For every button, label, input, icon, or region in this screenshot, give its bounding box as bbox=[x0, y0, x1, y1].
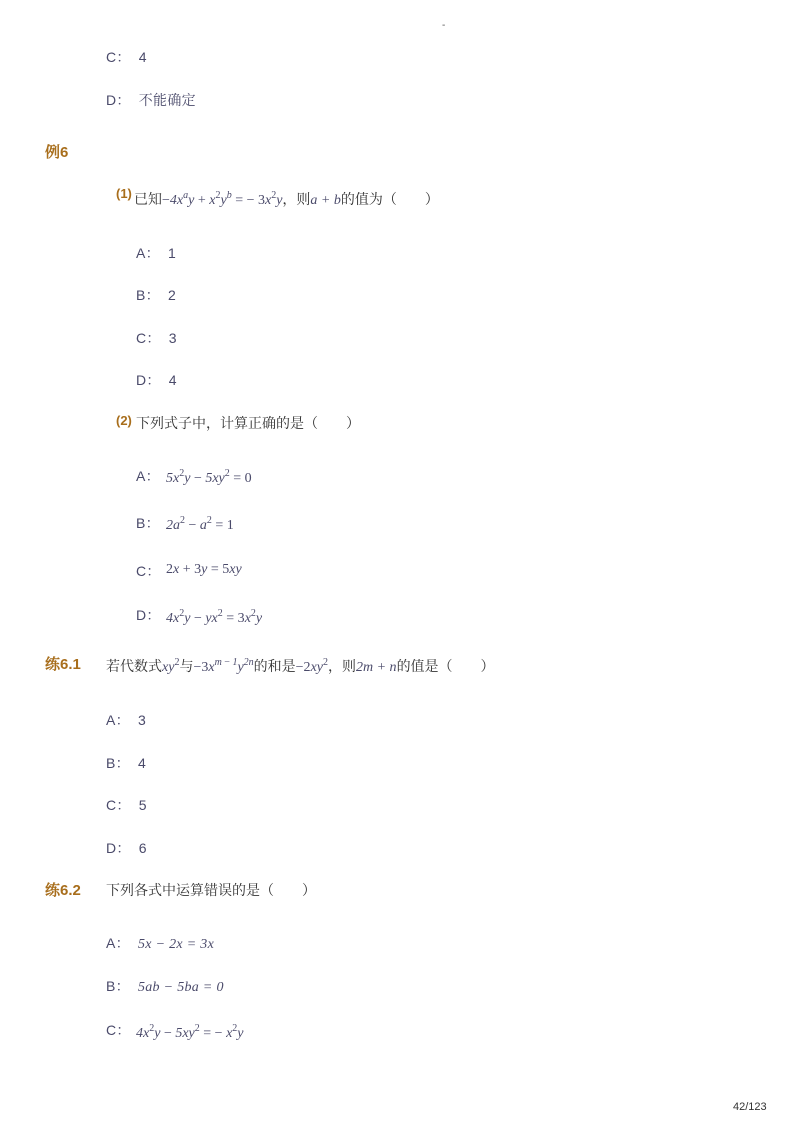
practice-label: 练6.1 bbox=[45, 656, 81, 673]
question-text bbox=[106, 656, 495, 676]
option-d bbox=[106, 90, 196, 110]
option-letter: A： bbox=[106, 935, 130, 951]
option-value: 1 bbox=[167, 245, 177, 261]
option-b bbox=[106, 753, 146, 773]
option-a bbox=[136, 466, 160, 486]
term-1: $xy^2$ bbox=[162, 657, 180, 675]
page-number: 42/123 bbox=[733, 1101, 767, 1113]
option-c bbox=[106, 47, 147, 67]
option-letter: B： bbox=[136, 515, 160, 531]
option-value: 5 bbox=[138, 797, 147, 813]
question-middle: ，则 bbox=[282, 191, 311, 207]
option-b-equation: $2a^2 - a^2 = 1$ bbox=[166, 515, 234, 533]
option-letter: C： bbox=[136, 330, 161, 346]
question-connector: 与 bbox=[179, 658, 194, 674]
option-letter: D： bbox=[106, 840, 131, 856]
option-letter: B： bbox=[136, 287, 160, 303]
subquestion-number: (2) bbox=[116, 413, 132, 428]
option-letter: C： bbox=[106, 797, 131, 813]
option-d bbox=[136, 605, 161, 625]
option-d-equation: $4x^2y - yx^2 = 3x^2y$ bbox=[166, 608, 263, 626]
option-b bbox=[136, 285, 176, 305]
equation: $-4x^ay + x^2y^b$ = − $3x^2y$ bbox=[162, 190, 283, 208]
question-connector: 的和是 bbox=[253, 658, 296, 674]
option-d bbox=[136, 370, 177, 390]
option-value: 3 bbox=[137, 712, 147, 728]
header-mark: - bbox=[442, 20, 446, 31]
option-value: 3 bbox=[168, 330, 177, 346]
option-value: 2 bbox=[167, 287, 177, 303]
option-b bbox=[136, 513, 160, 533]
option-letter: D： bbox=[136, 607, 161, 623]
option-b bbox=[106, 976, 224, 996]
option-value: 5x − 2x = 3x bbox=[137, 937, 215, 952]
option-value: 4 bbox=[138, 49, 147, 65]
option-value: 5ab − 5ba = 0 bbox=[137, 980, 224, 995]
question-text: 下列各式中运算错误的是（ ） bbox=[106, 882, 316, 898]
option-a bbox=[106, 710, 146, 730]
option-letter: A： bbox=[136, 245, 160, 261]
option-value: 4 bbox=[168, 372, 177, 388]
option-letter: C： bbox=[106, 1022, 131, 1038]
option-c bbox=[106, 795, 147, 815]
option-a-equation: $5x^2y - 5xy^2 = 0$ bbox=[166, 468, 252, 486]
sum-term: $-2xy^2$ bbox=[295, 657, 328, 675]
question-suffix: 的值为（ ） bbox=[340, 191, 439, 207]
option-c-equation: 2x + 3y = 5xy bbox=[166, 562, 242, 577]
question-middle: ，则 bbox=[328, 658, 356, 674]
option-c bbox=[106, 1020, 131, 1040]
option-letter: C： bbox=[106, 49, 131, 65]
option-value: 不能确定 bbox=[138, 92, 196, 108]
option-c bbox=[136, 328, 177, 348]
example-label: 例6 bbox=[45, 144, 69, 161]
option-d bbox=[106, 838, 147, 858]
expression: 2m + n bbox=[356, 660, 397, 675]
question-prefix: 若代数式 bbox=[106, 658, 162, 674]
option-a bbox=[136, 243, 176, 263]
option-letter: A： bbox=[106, 712, 130, 728]
question-suffix: 的值是（ ） bbox=[396, 658, 495, 674]
question-text bbox=[134, 189, 439, 209]
option-c-equation: $4x^2y - 5xy^2$ = − $x^2y$ bbox=[136, 1023, 244, 1041]
option-value: 4 bbox=[137, 755, 147, 771]
option-letter: D： bbox=[106, 92, 131, 108]
option-letter: B： bbox=[106, 755, 130, 771]
subquestion-number: (1) bbox=[116, 186, 132, 201]
practice-label: 练6.2 bbox=[45, 882, 81, 899]
option-letter: A： bbox=[136, 468, 160, 484]
option-value: 6 bbox=[138, 840, 147, 856]
term-2: $-3x^{m - 1}y^{2n}$ bbox=[193, 657, 254, 675]
option-letter: C： bbox=[136, 563, 161, 579]
question-text: 下列式子中，计算正确的是（ ） bbox=[136, 415, 360, 431]
option-a bbox=[106, 933, 214, 953]
option-letter: D： bbox=[136, 372, 161, 388]
question-prefix: 已知 bbox=[134, 191, 162, 207]
option-letter: B： bbox=[106, 978, 130, 994]
option-c bbox=[136, 561, 161, 581]
expression: a + b bbox=[310, 193, 341, 208]
